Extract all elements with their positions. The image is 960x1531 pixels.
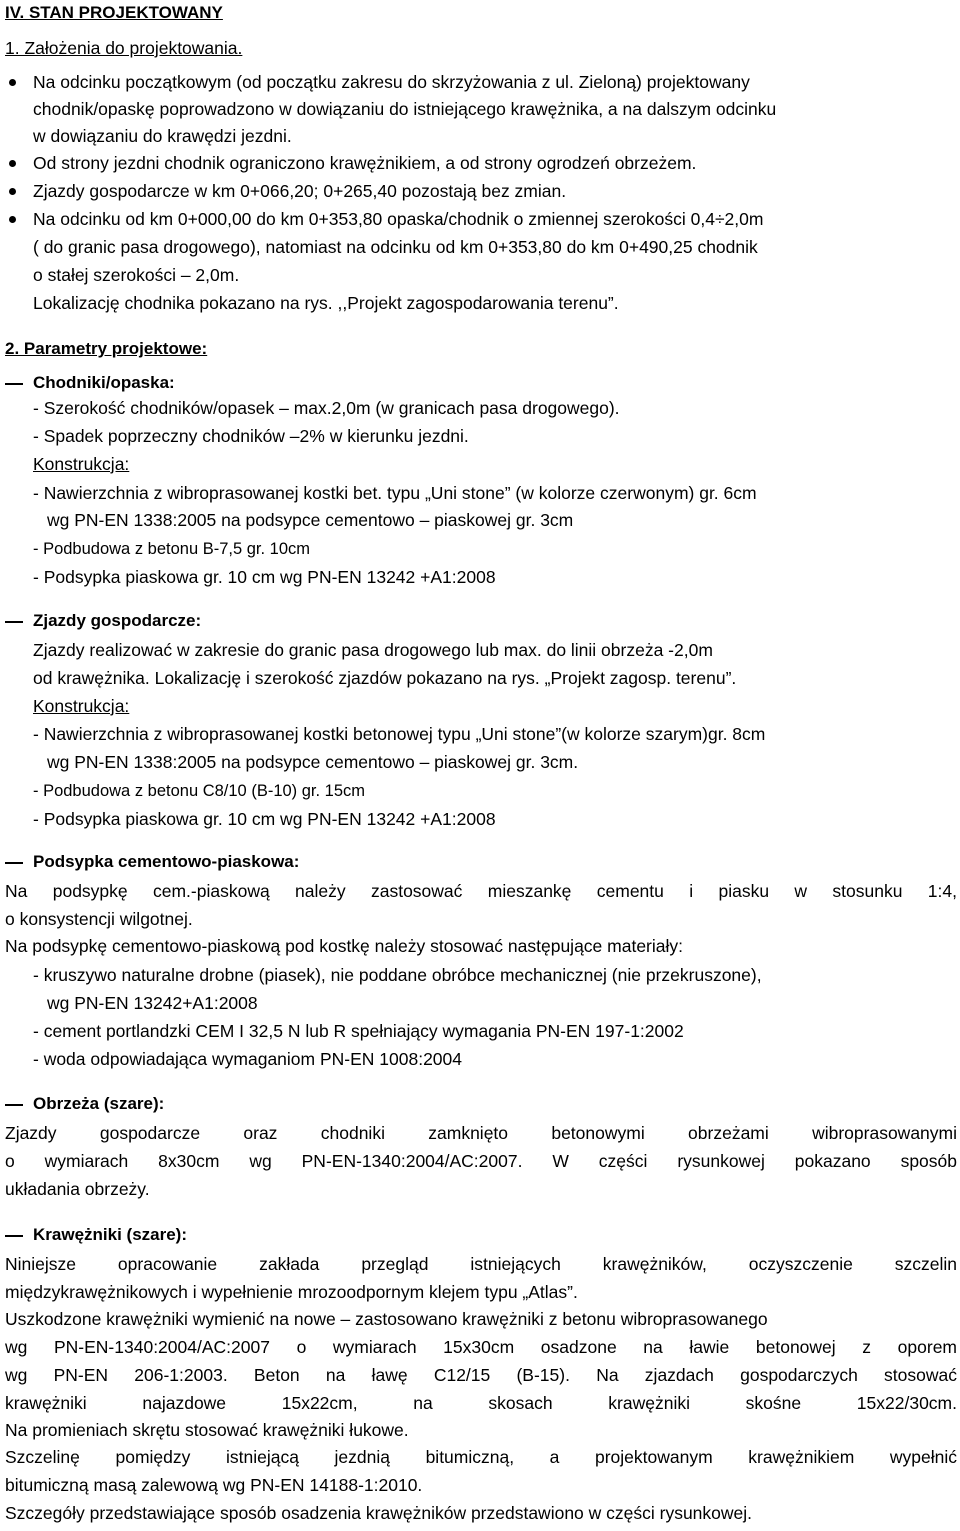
obrzeza-line1 (5, 1122, 957, 1144)
krawezniki-line5-text: wg PN-EN 206-1:2003. Beton na ławę C12/15 (B-15). Na zjazdach gospodarczych stosować (5, 1365, 957, 1385)
s1-b2: Od strony jezdni chodnik ograniczono krawężnikiem, a od strony ogrodzeń obrzeżem. (33, 153, 697, 173)
chodniki-k3: - Podbudowa z betonu B-7,5 gr. 10cm (33, 540, 311, 558)
bullet-icon (9, 160, 16, 167)
zjazdy-title: Zjazdy gospodarcze: (33, 611, 202, 630)
chodniki-k4: - Podsypka piaskowa gr. 10 cm wg PN-EN 13242 +A1:2008 (33, 567, 496, 587)
chodniki-title: Chodniki/opaska: (33, 373, 175, 392)
zjazdy-k3: - Podbudowa z betonu C8/10 (B-10) gr. 15cm (33, 782, 366, 800)
zjazdy-line2: od krawężnika. Lokalizację i szerokość zjazdów pokazano na rys. „Projekt zagosp. terenu”. (33, 668, 737, 688)
krawezniki-title: Krawężniki (szare): (33, 1225, 187, 1244)
s1-b4-line4: Lokalizację chodnika pokazano na rys. ,,Projekt zagospodarowania terenu”. (33, 293, 619, 313)
chodniki-k2: wg PN-EN 1338:2005 na podsypce cementowo – piaskowej gr. 3cm (47, 510, 574, 530)
bullet-icon (9, 216, 16, 223)
s1-b1-line2: chodnik/opaskę poprowadzono w dowiązaniu do istniejącego krawężnika, a na dalszym odcinku (33, 99, 777, 119)
krawezniki-line4-text: wg PN-EN-1340:2004/AC:2007 o wymiarach 15x30cm osadzone na ławie betonowej z oporem (5, 1337, 957, 1357)
podsypka-title: Podsypka cementowo-piaskowa: (33, 852, 300, 871)
obrzeza-line2-text: o wymiarach 8x30cm wg PN-EN-1340:2004/AC:2007. W części rysunkowej pokazano sposób (5, 1151, 957, 1171)
zjazdy-line1: Zjazdy realizować w zakresie do granic pasa drogowego lub max. do linii obrzeża -2,0m (33, 640, 713, 660)
podsypka-m1b: wg PN-EN 13242+A1:2008 (47, 993, 258, 1013)
krawezniki-line10: Szczegóły przedstawiające sposób osadzenia krawężników przedstawiono w części rysunkowej. (5, 1503, 753, 1523)
krawezniki-line7: Na promieniach skrętu stosować krawężniki łukowe. (5, 1420, 409, 1440)
krawezniki-line8 (5, 1446, 957, 1468)
zjazdy-k2: wg PN-EN 1338:2005 na podsypce cementowo – piaskowej gr. 3cm. (47, 752, 579, 772)
dash-icon (5, 1104, 23, 1106)
podsypka-line1-text: Na podsypkę cem.-piaskową należy zastosować mieszankę cementu i piasku w stosunku 1:4, (5, 881, 957, 901)
krawezniki-line8-text: Szczelinę pomiędzy istniejącą jezdnią bitumiczną, a projektowanym krawężnikiem wypełnić (5, 1447, 957, 1467)
dash-icon (5, 621, 23, 623)
s1-heading: 1. Założenia do projektowania. (5, 38, 243, 58)
dash-icon (5, 862, 23, 864)
krawezniki-line6 (5, 1392, 957, 1414)
krawezniki-line5 (5, 1364, 957, 1386)
podsypka-line1 (5, 880, 957, 902)
podsypka-m1a: - kruszywo naturalne drobne (piasek), nie poddane obróbce mechanicznej (nie przekruszone), (33, 965, 762, 985)
s1-b4-line1: Na odcinku od km 0+000,00 do km 0+353,80 opaska/chodnik o zmiennej szerokości 0,4÷2,0m (33, 209, 764, 229)
zjazdy-k4: - Podsypka piaskowa gr. 10 cm wg PN-EN 13242 +A1:2008 (33, 809, 496, 829)
chodniki-konstrukcja: Konstrukcja: (33, 454, 130, 474)
krawezniki-line2: międzykrawężnikowych i wypełnienie mrozoodpornym klejem typu „Atlas”. (5, 1282, 578, 1302)
obrzeza-line2 (5, 1150, 957, 1172)
s2-heading: 2. Parametry projektowe: (5, 339, 208, 358)
s1-b3: Zjazdy gospodarcze w km 0+066,20; 0+265,40 pozostają bez zmian. (33, 181, 567, 201)
krawezniki-line3: Uszkodzone krawężniki wymienić na nowe – zastosowano krawężniki z betonu wibroprasowanego (5, 1309, 768, 1329)
obrzeza-line1-text: Zjazdy gospodarcze oraz chodniki zamknięto betonowymi obrzeżami wibroprasowanymi (5, 1123, 957, 1143)
obrzeza-title: Obrzeża (szare): (33, 1094, 165, 1113)
s1-b4-line3: o stałej szerokości – 2,0m. (33, 265, 240, 285)
podsypka-line3: Na podsypkę cementowo-piaskową pod kostkę należy stosować następujące materiały: (5, 936, 683, 956)
dash-icon (5, 1235, 23, 1237)
krawezniki-line6-text: krawężniki najazdowe 15x22cm, na skosach krawężniki skośne 15x22/30cm. (5, 1393, 957, 1413)
krawezniki-line1 (5, 1253, 957, 1275)
chodniki-k1: - Nawierzchnia z wibroprasowanej kostki bet. typu „Uni stone” (w kolorze czerwonym) gr. 6cm (33, 483, 757, 503)
podsypka-m3: - woda odpowiadająca wymaganiom PN-EN 1008:2004 (33, 1049, 462, 1069)
s1-b4-line2: ( do granic pasa drogowego), natomiast na odcinku od km 0+353,80 do km 0+490,25 chodnik (33, 237, 758, 257)
dash-icon (5, 383, 23, 385)
chodniki-line2: - Spadek poprzeczny chodników –2% w kierunku jezdni. (33, 426, 469, 446)
zjazdy-konstrukcja: Konstrukcja: (33, 696, 130, 716)
obrzeza-line3: układania obrzeży. (5, 1179, 150, 1199)
bullet-icon (9, 188, 16, 195)
bullet-icon (9, 79, 16, 86)
podsypka-line2: o konsystencji wilgotnej. (5, 909, 193, 929)
podsypka-m2: - cement portlandzki CEM I 32,5 N lub R spełniający wymagania PN-EN 197-1:2002 (33, 1021, 684, 1041)
s1-b1-line3: w dowiązaniu do krawędzi jezdni. (33, 126, 292, 146)
krawezniki-line9: bitumiczną masą zalewową wg PN-EN 14188-1:2010. (5, 1475, 423, 1495)
zjazdy-k1: - Nawierzchnia z wibroprasowanej kostki betonowej typu „Uni stone”(w kolorze szarym)gr. 8cm (33, 724, 766, 744)
section-title: IV. STAN PROJEKTOWANY (5, 3, 223, 22)
chodniki-line1: - Szerokość chodników/opasek – max.2,0m (w granicach pasa drogowego). (33, 398, 620, 418)
krawezniki-line1-text: Niniejsze opracowanie zakłada przegląd istniejących krawężników, oczyszczenie szczelin (5, 1254, 957, 1274)
s1-b1-line1: Na odcinku początkowym (od początku zakresu do skrzyżowania z ul. Zieloną) projektowany (33, 72, 750, 92)
krawezniki-line4 (5, 1336, 957, 1358)
